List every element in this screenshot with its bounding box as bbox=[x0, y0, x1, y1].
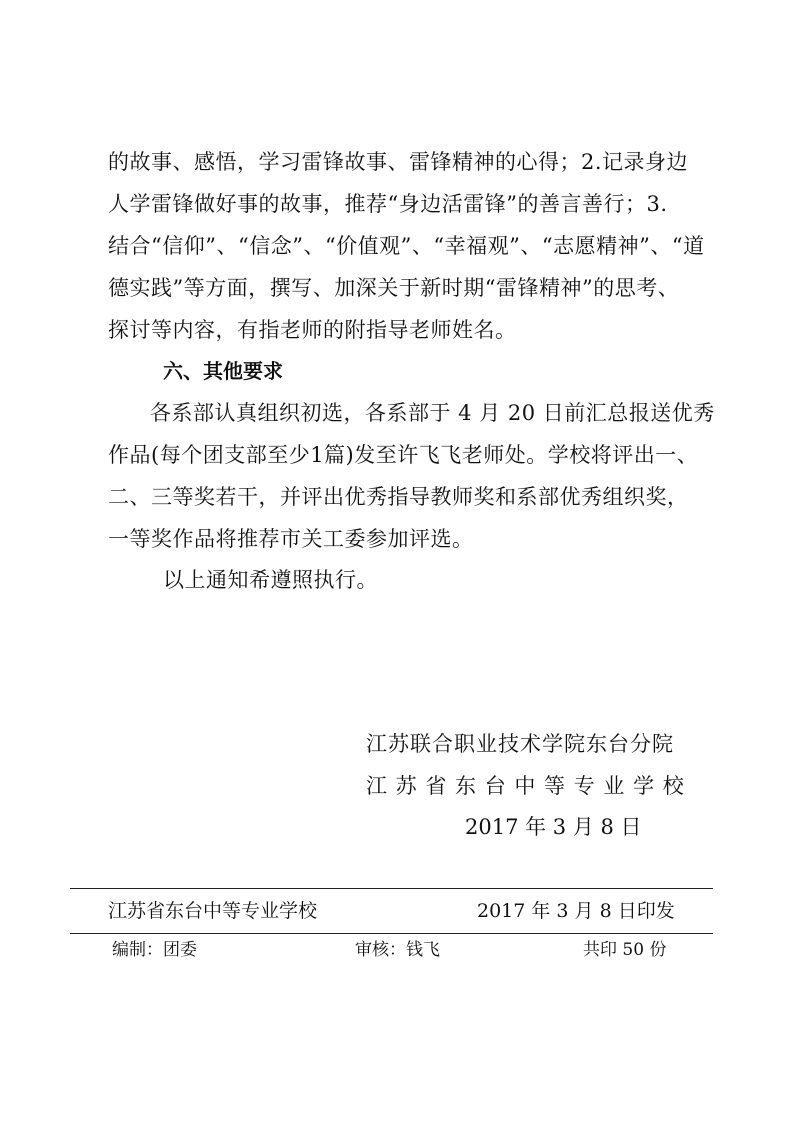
footer-copies: 共印 50 份 bbox=[583, 940, 667, 960]
body-line: 各系部认真组织初选，各系部于 4 月 20 日前汇总报送优秀 bbox=[150, 401, 715, 425]
footer-issuer: 江苏省东台中等专业学校 bbox=[108, 900, 318, 922]
closing-line: 以上通知希遵照执行。 bbox=[163, 568, 378, 592]
footer-issue-date: 2017 年 3 月 8 日印发 bbox=[477, 900, 675, 922]
footer-bottom-rule bbox=[70, 933, 713, 934]
signature-org-1: 江苏联合职业技术学院东台分院 bbox=[366, 732, 674, 756]
body-line: 一等奖作品将推荐市关工委参加评选。 bbox=[108, 527, 474, 551]
body-line: 的故事、感悟，学习雷锋故事、雷锋精神的心得；2.记录身边 bbox=[108, 150, 689, 174]
body-line: 作品(每个团支部至少1篇)发至许飞飞老师处。学校将评出一、 bbox=[108, 443, 699, 467]
footer-reviewed-by: 审核：钱飞 bbox=[355, 940, 440, 960]
body-line: 结合“信仰”、“信念”、“价值观”、“幸福观”、“志愿精神”、“道 bbox=[108, 234, 705, 258]
section-heading: 六、其他要求 bbox=[163, 359, 283, 383]
body-line: 人学雷锋做好事的故事，推荐“身边活雷锋”的善言善行；3. bbox=[108, 192, 668, 216]
body-line: 德实践”等方面，撰写、加深关于新时期“雷锋精神”的思考、 bbox=[108, 276, 680, 300]
body-line: 探讨等内容，有指老师的附指导老师姓名。 bbox=[108, 318, 517, 342]
footer-compiled-by: 编制：团委 bbox=[112, 940, 197, 960]
footer-top-rule bbox=[70, 888, 713, 889]
body-line: 二、三等奖若干，并评出优秀指导教师奖和系部优秀组织奖， bbox=[108, 485, 689, 509]
signature-date: 2017 年 3 月 8 日 bbox=[465, 815, 642, 839]
signature-org-2: 江 苏 省 东 台 中 等 专 业 学 校 bbox=[366, 774, 685, 798]
